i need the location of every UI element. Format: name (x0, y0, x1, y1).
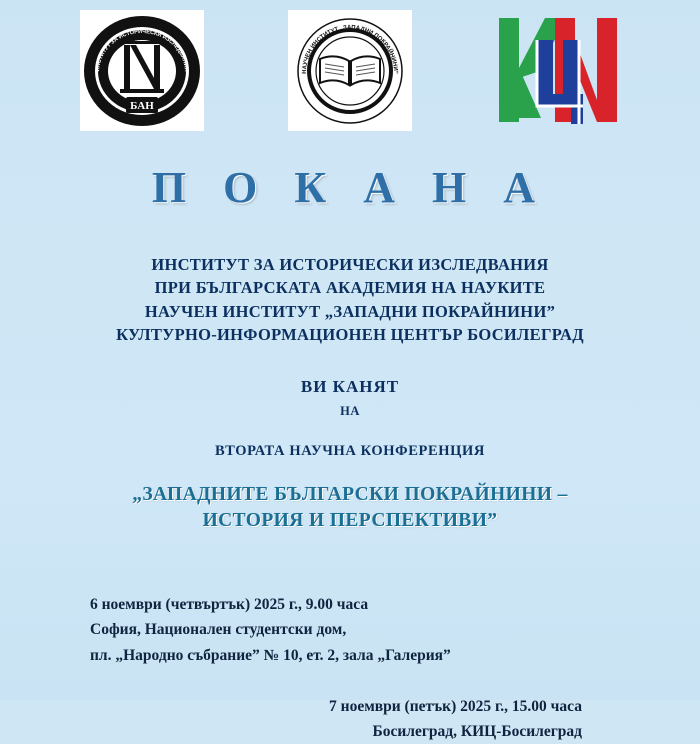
event-title-line-1: „ЗАПАДНИТЕ БЪЛГАРСКИ ПОКРАЙНИНИ – (132, 483, 568, 505)
logos-row (0, 0, 700, 140)
organizer-line-2: ПРИ БЪЛГАРСКАТА АКАДЕМИЯ НА НАУКИТЕ (154, 278, 546, 298)
page-title: П О К А Н А (151, 163, 549, 212)
svg-text:БАН: БАН (130, 100, 154, 112)
event-kind: ВТОРАТА НАУЧНА КОНФЕРЕНЦИЯ (215, 442, 485, 459)
invite-preposition: НА (340, 403, 360, 418)
organizers-block (0, 253, 700, 347)
logo-cultural-information-center-bosilegrad (493, 10, 623, 132)
organizer-line-1: ИНСТИТУТ ЗА ИСТОРИЧЕСКИ ИЗСЛЕДВАНИЯ (151, 255, 549, 274)
event-title (0, 482, 700, 535)
organizer-line-4: КУЛТУРНО-ИНФОРМАЦИОНЕН ЦЕНТЪР БОСИЛЕГРАД (116, 325, 584, 345)
day-one-venue: София, Националeн студентски дом, (90, 621, 347, 639)
day-two-venue: Босилеград, КИЦ-Босилеград (372, 722, 582, 740)
day-two-details (0, 694, 700, 744)
western-outlands-institute-seal-icon (288, 11, 412, 131)
day-one-datetime: 6 ноември (четвъртък) 2025 г., 9.00 часа (90, 596, 369, 614)
day-one-details (0, 592, 700, 667)
svg-text:НАУЧЕН ИНСТИТУТ „ЗАПАДНИ ПОКРА: НАУЧЕН ИНСТИТУТ „ЗАПАДНИ ПОКРАЙНИНИ” (301, 24, 399, 74)
logo-institute-historical-studies-bas (77, 10, 207, 132)
day-one-address: пл. „Народно събрание” № 10, ет. 2, зала „Галерия” (90, 646, 451, 664)
logo-scientific-institute-western-outlands (285, 10, 415, 132)
kic-bosilegrad-monogram-icon (493, 10, 623, 132)
event-title-line-2: ИСТОРИЯ И ПЕРСПЕКТИВИ” (202, 510, 498, 531)
invite-verb: ВИ КАНЯТ (300, 376, 400, 396)
organizer-line-3: НАУЧЕН ИНСТИТУТ „ЗАПАДНИ ПОКРАЙНИНИ” (144, 301, 556, 321)
institute-historical-studies-seal-icon (80, 11, 204, 131)
svg-text:ИНСТИТУТ ЗА ИСТОРИЧЕСКИ ИЗСЛЕД: ИНСТИТУТ ЗА ИСТОРИЧЕСКИ ИЗСЛЕДВАНИЯ (94, 28, 190, 72)
day-two-datetime: 7 ноември (петък) 2025 г., 15.00 часа (329, 697, 582, 715)
